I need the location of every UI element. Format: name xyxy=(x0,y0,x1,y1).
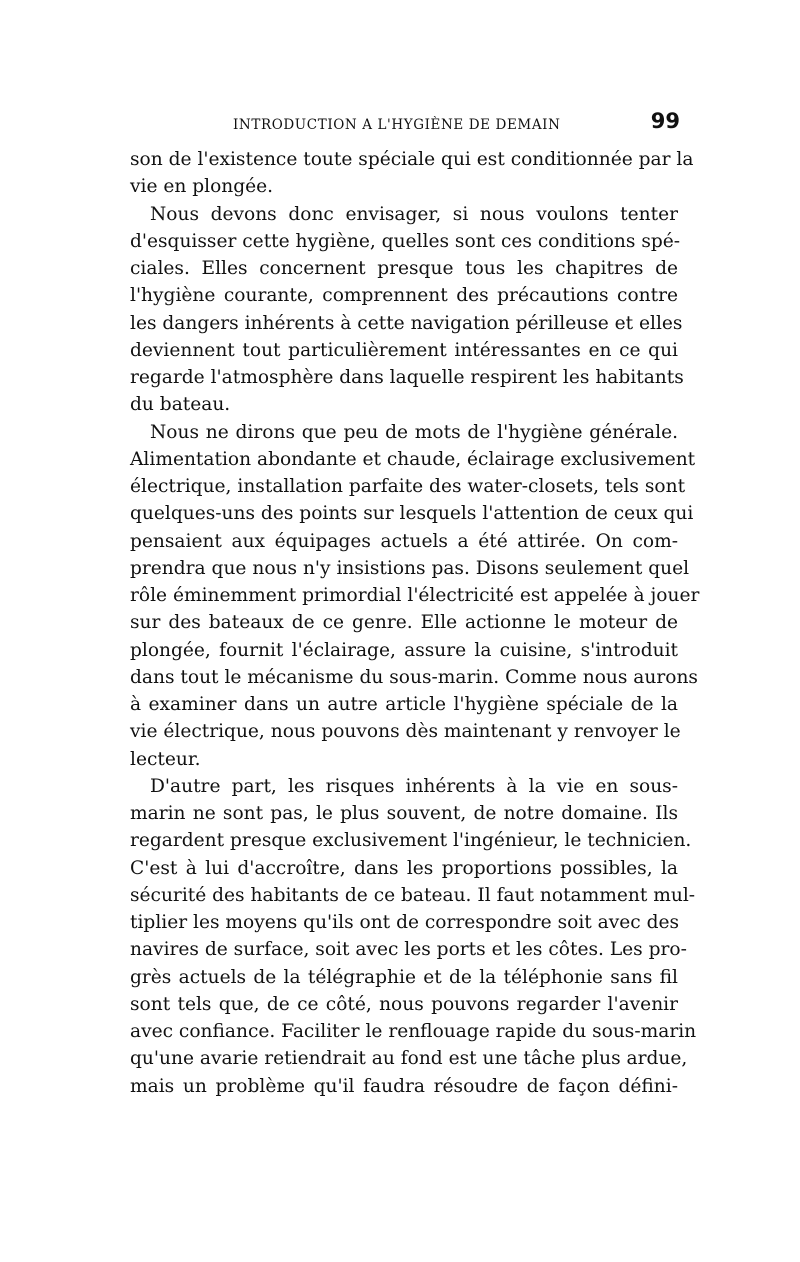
text-line: marin ne sont pas, le plus souvent, de notre domaine. Ils xyxy=(130,803,678,824)
text-line: prendra que nous n'y insistions pas. Disons seulement quel xyxy=(130,557,690,579)
text-line: grès actuels de la télégraphie et de la téléphonie sans fil xyxy=(130,966,678,988)
text-line: les dangers inhérents à cette navigation périlleuse et elles xyxy=(130,312,683,334)
text-line: sont tels que, de ce côté, nous pouvons regarder l'avenir xyxy=(130,993,678,1015)
running-title: INTRODUCTION A L'HYGIÈNE DE DEMAIN xyxy=(233,117,561,133)
text-line: avec confiance. Faciliter le renflouage rapide du sous-marin xyxy=(130,1021,697,1042)
text-line: ciales. Elles concernent presque tous les chapitres de xyxy=(130,258,678,279)
text-line: électrique, installation parfaite des water-closets, tels sont xyxy=(130,476,686,497)
text-line: C'est à lui d'accroître, dans les proportions possibles, la xyxy=(130,857,678,879)
text-line: l'hygiène courante, comprennent des précautions contre xyxy=(130,285,678,307)
text-line: dans tout le mécanisme du sous-marin. Comme nous aurons xyxy=(130,666,698,688)
text-line: pensaient aux équipages actuels a été attirée. On com- xyxy=(130,530,678,552)
text-line: tiplier les moyens qu'ils ont de correspondre soit avec des xyxy=(130,912,680,933)
text-line: regarde l'atmosphère dans laquelle respirent les habitants xyxy=(130,367,684,388)
text-line: sécurité des habitants de ce bateau. Il faut notamment mul- xyxy=(130,884,696,906)
text-line: qu'une avarie retiendrait au fond est une tâche plus ardue, xyxy=(130,1048,688,1070)
text-line: vie en plongée. xyxy=(130,176,274,198)
text-line: d'esquisser cette hygiène, quelles sont ces conditions spé- xyxy=(130,230,681,252)
text-line: vie électrique, nous pouvons dès maintenant y renvoyer le xyxy=(130,721,681,743)
text-line: du bateau. xyxy=(130,394,231,416)
text-line: navires de surface, soit avec les ports et les côtes. Les pro- xyxy=(130,939,687,961)
text-line: plongée, fournit l'éclairage, assure la cuisine, s'introduit xyxy=(130,639,678,661)
text-line: mais un problème qu'il faudra résoudre de façon défini- xyxy=(130,1075,678,1097)
page-number: 99 xyxy=(650,109,680,133)
text-line: Alimentation abondante et chaude, éclairage exclusivement xyxy=(130,448,696,470)
text-line: son de l'existence toute spéciale qui est conditionnée par la xyxy=(130,149,694,170)
body-text xyxy=(130,146,700,1100)
text-line: sur des bateaux de ce genre. Elle actionne le moteur de xyxy=(130,612,678,634)
text-line: D'autre part, les risques inhérents à la vie en sous- xyxy=(150,775,678,797)
text-line: deviennent tout particulièrement intéressantes en ce qui xyxy=(130,339,678,361)
text-line: regardent presque exclusivement l'ingénieur, le technicien. xyxy=(130,830,692,852)
text-line: lecteur. xyxy=(130,748,201,770)
text-line: Nous ne dirons que peu de mots de l'hygiène générale. xyxy=(150,421,678,443)
text-line: Nous devons donc envisager, si nous voulons tenter xyxy=(150,203,678,225)
text-line: quelques-uns des points sur lesquels l'attention de ceux qui xyxy=(130,503,694,525)
text-line: rôle éminemment primordial l'électricité est appelée à jouer xyxy=(130,585,700,606)
text-line: à examiner dans un autre article l'hygiène spéciale de la xyxy=(130,694,678,715)
running-head xyxy=(130,109,680,139)
